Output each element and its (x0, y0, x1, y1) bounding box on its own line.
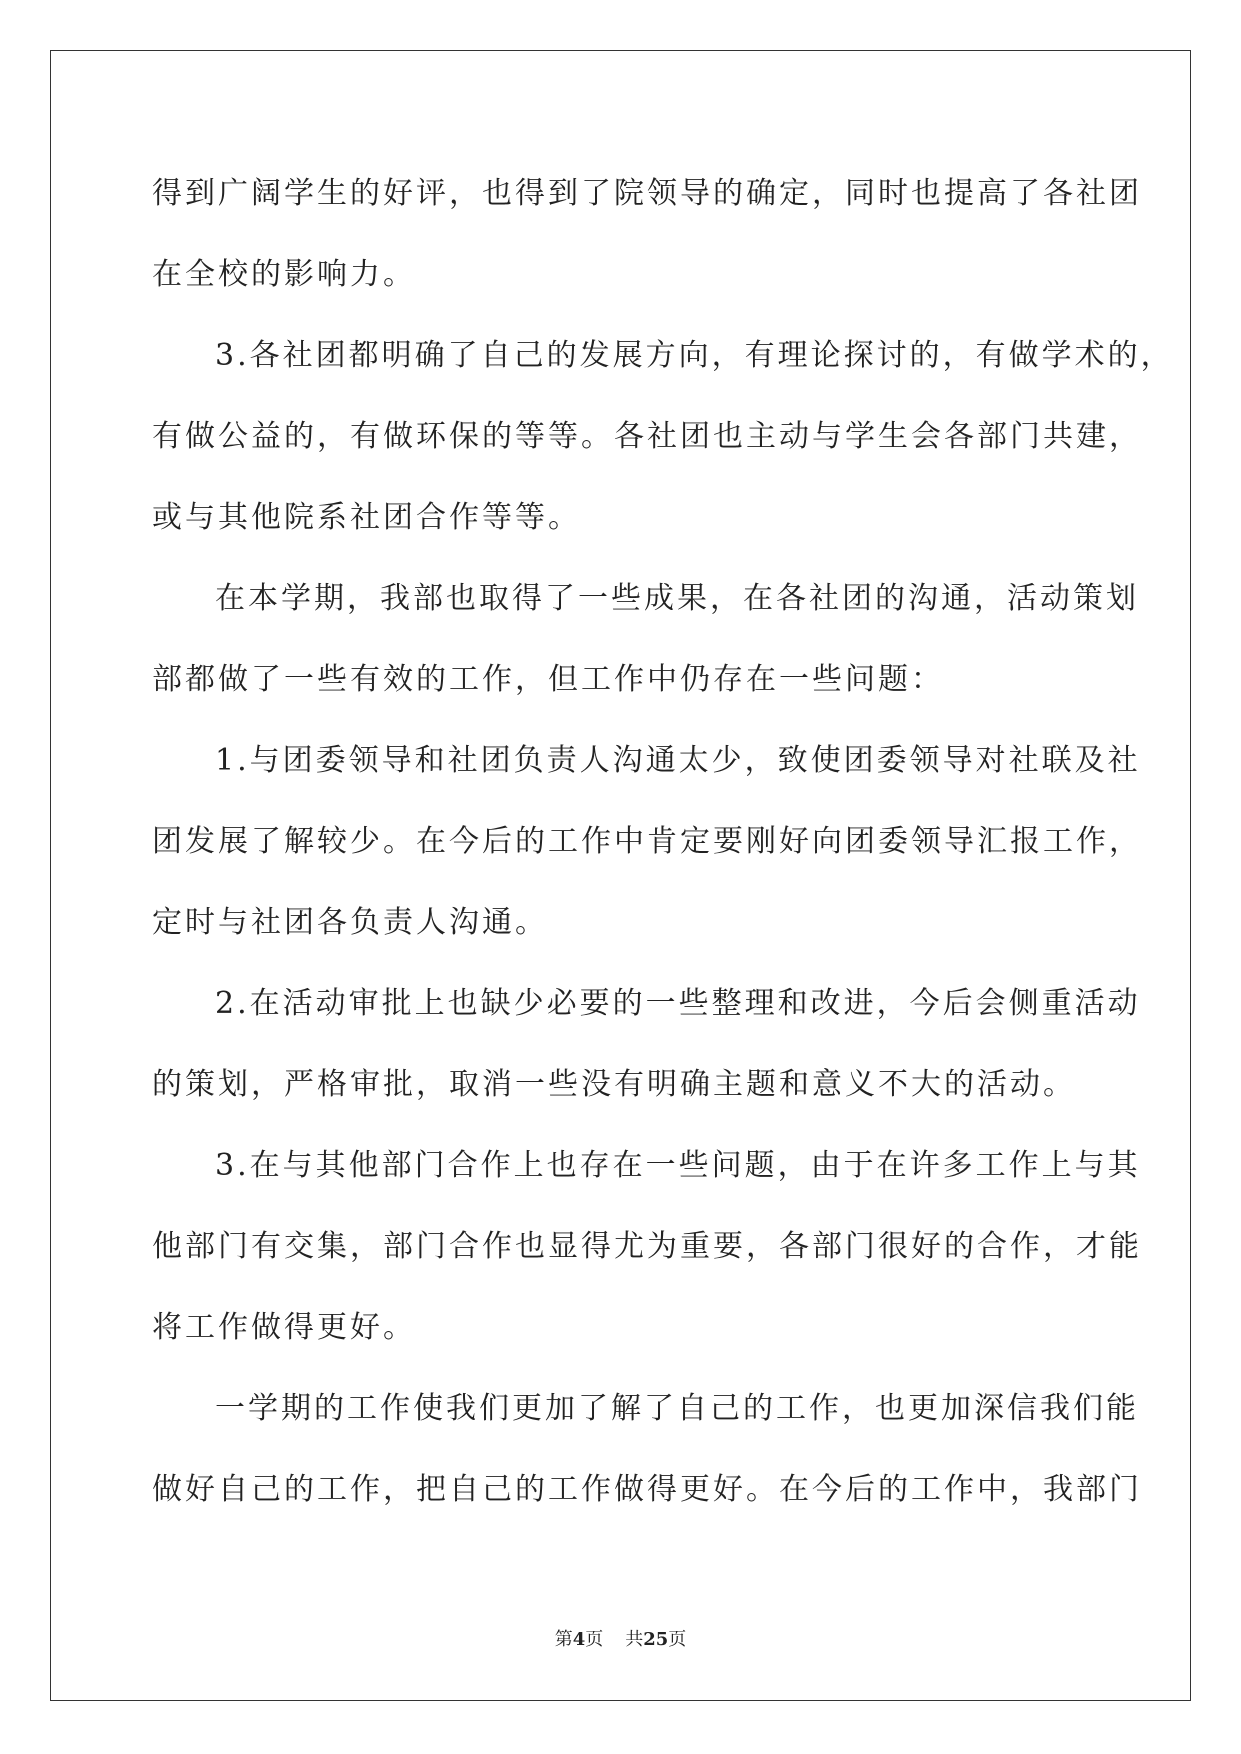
text-line: 1.与团委领导和社团负责人沟通太少，致使团委领导对社联及社 (215, 743, 1141, 778)
text-line: 将工作做得更好。 (152, 1310, 416, 1345)
document-body (152, 165, 1174, 1542)
page-prefix: 第 (554, 1629, 573, 1650)
text-line: 团发展了解较少。在今后的工作中肯定要刚好向团委领导汇报工作， (152, 824, 1142, 859)
text-line: 他部门有交集，部门合作也显得尤为重要，各部门很好的合作，才能 (152, 1229, 1142, 1264)
total-suffix: 页 (668, 1629, 687, 1650)
page-suffix: 页 (585, 1629, 604, 1650)
text-line: 2.在活动审批上也缺少必要的一些整理和改进，今后会侧重活动 (215, 986, 1141, 1021)
text-line: 定时与社团各负责人沟通。 (152, 905, 548, 940)
text-line: 做好自己的工作，把自己的工作做得更好。在今后的工作中，我部门 (152, 1472, 1142, 1507)
total-prefix: 共 (625, 1629, 644, 1650)
page-number-total: 25 (643, 1629, 669, 1650)
text-line: 有做公益的，有做环保的等等。各社团也主动与学生会各部门共建， (152, 419, 1142, 454)
text-line: 在本学期，我部也取得了一些成果，在各社团的沟通，活动策划 (215, 581, 1139, 616)
text-line: 在全校的影响力。 (152, 257, 416, 292)
text-line: 得到广阔学生的好评，也得到了院领导的确定，同时也提高了各社团 (152, 176, 1142, 211)
text-line: 或与其他院系社团合作等等。 (152, 500, 581, 535)
text-line: 一学期的工作使我们更加了解了自己的工作，也更加深信我们能 (215, 1391, 1139, 1426)
page-footer (0, 1625, 1241, 1651)
text-line: 的策划，严格审批，取消一些没有明确主题和意义不大的活动。 (152, 1067, 1076, 1102)
text-line: 3.在与其他部门合作上也存在一些问题，由于在许多工作上与其 (215, 1148, 1141, 1183)
text-line: 3.各社团都明确了自己的发展方向，有理论探讨的，有做学术的， (215, 338, 1174, 373)
page-number-current: 4 (572, 1629, 586, 1650)
text-line: 部都做了一些有效的工作，但工作中仍存在一些问题： (152, 662, 944, 697)
